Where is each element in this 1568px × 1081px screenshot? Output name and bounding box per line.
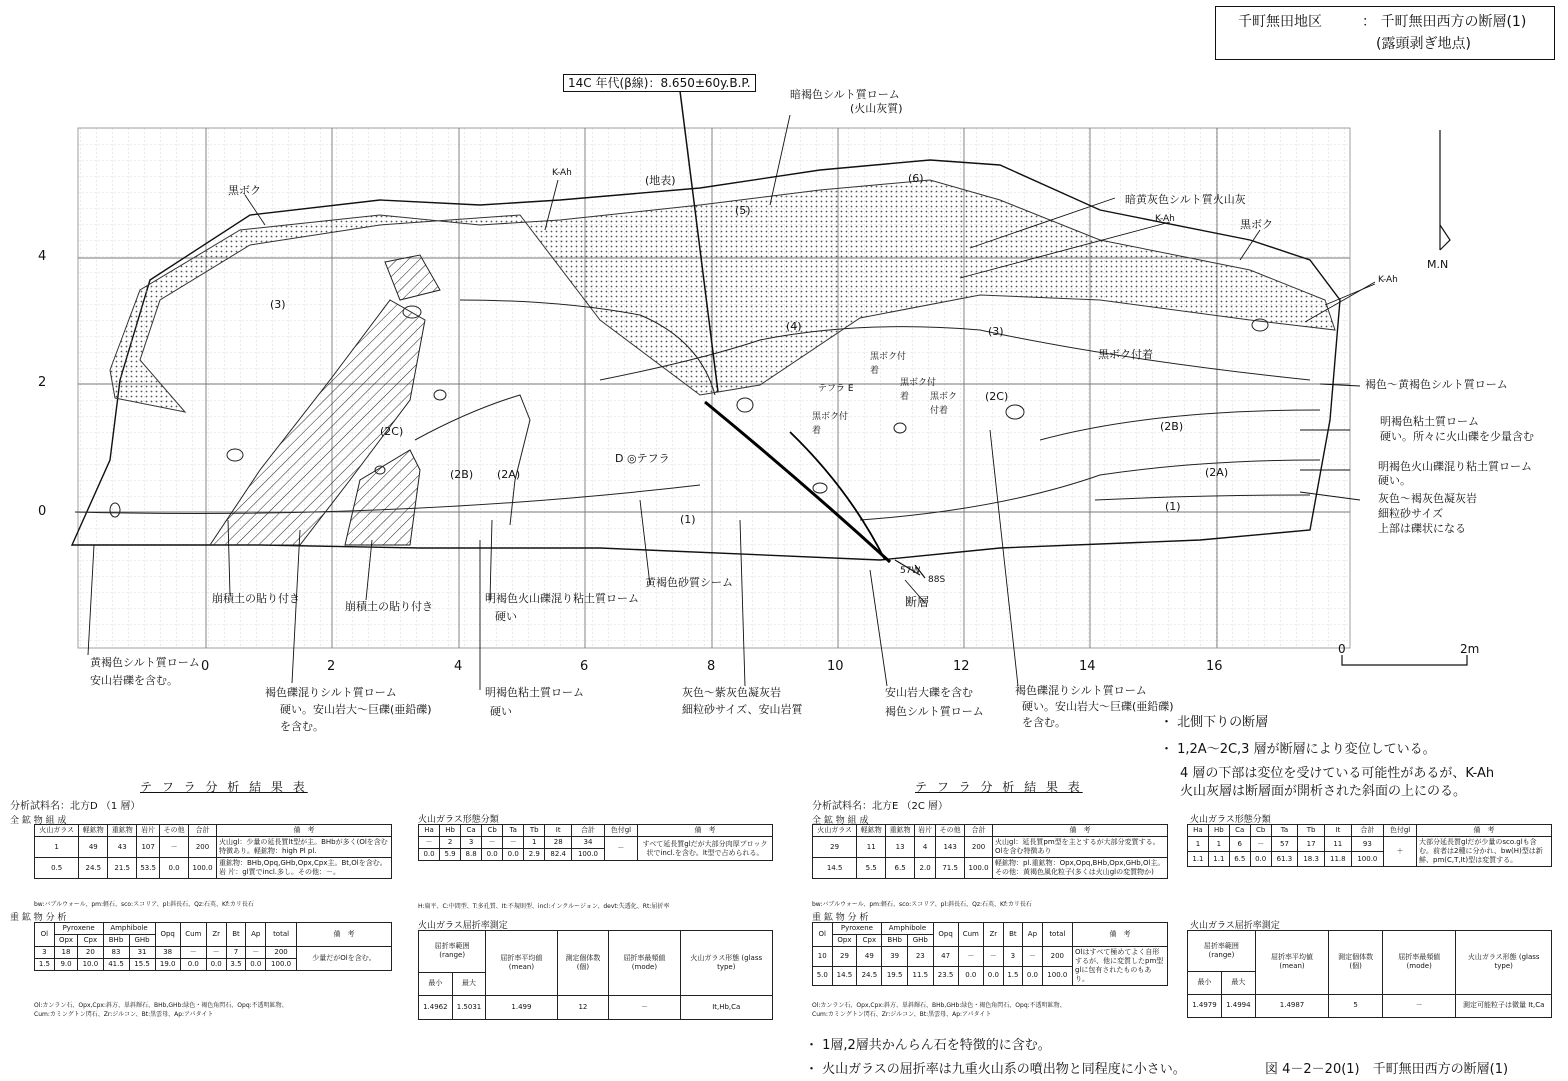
layer-4: (4) xyxy=(786,320,802,333)
layer-6: (6) xyxy=(908,172,924,185)
c14-date-box: 14C 年代(β線)：8.650±60y.B.P. xyxy=(563,74,756,92)
scale-0: 0 xyxy=(1338,642,1346,656)
y-tick-0: 0 xyxy=(38,504,47,519)
x-tick-16: 16 xyxy=(1206,659,1223,674)
label-bottom-8a: 灰色～紫灰色凝灰岩 xyxy=(682,686,781,699)
bottom-note-2: ・ 火山ガラスの屈折率は九重火山系の噴出物と同程度に小さい。 xyxy=(805,1062,1186,1077)
layer-1-left: (1) xyxy=(680,513,696,526)
t1-refractive-table: 屈折率範囲 (range) 屈折率平均値 (mean) 測定個体数 (個) 屈折率最頻値 (mode) 火山ガラス形態 (glass type) 最小 最大 1.4962 1.5031 1.499 12 － It,Hb,Ca xyxy=(418,930,773,1020)
y-tick-4: 4 xyxy=(38,249,47,264)
tephra-d: D ◎テフラ xyxy=(615,452,670,465)
label-colluvium-1: 崩積土の貼り付き xyxy=(212,592,300,605)
y-tick-2: 2 xyxy=(38,375,47,390)
t1-foot-3: H:扁平、C:中間型、T:多孔質、It:不規則型、incl:インクルージョン、devt:失透化、Rt:屈折率 xyxy=(418,903,670,910)
label-colluvium-2: 崩積土の貼り付き xyxy=(345,600,433,613)
layer-5: (5) xyxy=(735,204,751,217)
t2-foot-2a: Ol:カンラン石、Opx,Cpx:斜方、単斜輝石、BHb,GHb:緑色・褐色角閃石、Opq:不透明鉱物、 xyxy=(812,1002,1066,1009)
title-area: 千町無田地区 xyxy=(1238,14,1322,30)
x-tick-0: 0 xyxy=(201,659,210,674)
t2-foot-1: bw:バブルウォール、pm:軽石、sco:スコリア、pl:斜長石、Qz:石英、Kf:カリ長石 xyxy=(812,901,1032,908)
tephra-e: テフラ E xyxy=(818,384,854,394)
layer-2c-left: (2C) xyxy=(380,425,404,438)
label-dip: 88S xyxy=(928,575,946,585)
t2-heavy-table: Ol Pyroxene Amphibole Opq Cum Zr Bt Ap total 備 考 Opx Cpx BHb GHb 10 29 49 39 23 47 － － 3 － 200 Olはすべて極めてよく自形するが、他に変質したpm型glに包有されたものもあり。 5.0 14.5 24.5 19.5 11.5 23.5 0.0 0.0 1.5 0.0 100.0 xyxy=(812,922,1168,986)
layer-3-right: (3) xyxy=(988,325,1004,338)
label-kuroboku-attached-3: 黒ボク付着 xyxy=(900,378,937,402)
label-bottom-5a: 明褐色火山礫混り粘土質ローム xyxy=(485,592,639,605)
x-tick-6: 6 xyxy=(580,659,589,674)
layer-2a-left: (2A) xyxy=(497,468,521,481)
label-right-2a: 明褐色粘土質ローム xyxy=(1380,415,1479,428)
label-fault: 断層 xyxy=(905,595,930,609)
label-kah-1: K-Ah xyxy=(552,168,572,178)
layer-1-right: (1) xyxy=(1165,500,1181,513)
label-bottom-1a: 黄褐色シルト質ローム xyxy=(90,656,200,669)
x-tick-8: 8 xyxy=(707,659,716,674)
label-bottom-10a: 褐色礫混りシルト質ローム xyxy=(1015,684,1147,697)
x-tick-12: 12 xyxy=(953,659,970,674)
note-1: ・ 北側下りの断層 xyxy=(1160,715,1269,730)
label-volcanic-ash: (火山灰質) xyxy=(850,102,903,115)
label-bottom-8b: 細粒砂サイズ、安山岩質 xyxy=(682,703,803,716)
t1-foot-1: bw:バブルウォール、pm:軽石、sco:スコリア、pl:斜長石、Qz:石英、Kf:カリ長石 xyxy=(34,901,254,908)
label-right-3a: 明褐色火山礫混り粘土質ローム xyxy=(1378,460,1532,473)
label-sand-seam: 黄褐色砂質シーム xyxy=(645,576,733,589)
t1-foot-2b: Cum:カミングトン閃石、Zr:ジルコン、Bt:黒雲母、Ap:アパタイト xyxy=(34,1011,214,1018)
t1-mineral-table: 火山ガラス 軽鉱物 重鉱物 岩片 その他 合計 備 考 1 49 43 107 － 200 火山gl：少量の延長質lt型が主。BHbが多く(Olを含む特徴あり。軽鉱物：high Pl pl. 0.5 24.5 21.5 53.5 0.0 100.0 重鉱物：BHb,Opq,GHb,Opx,Cpx主。Bt,Olを含む。岩 片：gl質でincl.多し。その他：－。 xyxy=(34,824,392,879)
t1-glass-table: Ha Hb Ca Cb Ta Tb It 合計 色付gl 備 考 － 2 3 － － 1 28 34 － すべて延長質glだが大部分肉厚ブロック状でincl.を含む。lt型で占められる。 0.0 5.9 8.8 0.0 0.0 2.9 82.4 100.0 xyxy=(418,824,773,861)
t1-foot-2a: Ol:カンラン石、Opx,Cpx:斜方、単斜輝石、BHb,GHb:緑色・褐色角閃石、Opq:不透明鉱物、 xyxy=(34,1002,288,1009)
label-bottom-10b: 硬い。安山岩大～巨礫(亜鉛礫) xyxy=(1022,700,1174,713)
label-right-1: 褐色～黄褐色シルト質ローム xyxy=(1365,378,1508,391)
label-bottom-5b: 硬い xyxy=(495,610,517,623)
label-right-4b: 細粒砂サイズ xyxy=(1378,507,1444,520)
layer-2b-right: (2B) xyxy=(1160,420,1184,433)
label-kuroboku-attached-4: 黒ボク付着 xyxy=(930,392,958,416)
label-dark-brown-loam: 暗褐色シルト質ローム xyxy=(790,88,900,101)
north-label: M.N xyxy=(1427,258,1449,271)
t2-foot-2b: Cum:カミングトン閃石、Zr:ジルコン、Bt:黒雲母、Ap:アパタイト xyxy=(812,1011,992,1018)
label-bottom-1b: 安山岩礫を含む。 xyxy=(90,674,178,687)
note-4: 火山灰層は断層面が開析された斜面の上にのる。 xyxy=(1180,784,1467,799)
layer-2c-right: (2C) xyxy=(985,390,1009,403)
label-bottom-4b: 硬い。安山岩大～巨礫(亜鉛礫) xyxy=(280,703,432,716)
t2-glass-table: Ha Hb Ca Cb Ta Tb It 合計 色付gl 備 考 1 1 6 － 57 17 11 93 ＋ 大部分延長質glだが少量のsco.glも含む。前者は2種に分かれ、bw(H)型は新鮮、pm(C,T,It)型は変質する。 1.1 1.1 6.5 0.0 61.3 18.3 11.8 100.0 xyxy=(1187,824,1552,867)
label-bottom-6a: 明褐色粘土質ローム xyxy=(485,686,584,699)
bottom-note-1: ・ 1層,2層共かんらん石を特徴的に含む。 xyxy=(805,1038,1051,1053)
label-kuroboku-attached-5: 黒ボク付着 xyxy=(812,412,849,436)
t1-section-3: 火山ガラス形態分類 xyxy=(418,815,499,825)
t2-sample: 分析試料名：北方E （2C 層） xyxy=(812,801,949,812)
t2-mineral-table: 火山ガラス 軽鉱物 重鉱物 岩片 その他 合計 備 考 29 11 13 4 143 200 火山gl：延長質pm型を主とするが大部分変質する。Olを含む特徴あり 14.5 5.5 6.5 2.0 71.5 100.0 軽鉱物：pl.重鉱物：Opx,Opq,BHb,Opx,GHb,Ol主。その他：黄褐色風化粒子(多くは火山glの変質物か) xyxy=(812,824,1168,879)
figure-caption: 図 4－2－20(1) 千町無田西方の断層(1) xyxy=(1265,1062,1509,1077)
label-bottom-6b: 硬い xyxy=(490,705,512,718)
layer-3-left: (3) xyxy=(270,298,286,311)
t1-section-1: 全 鉱 物 組 成 xyxy=(10,816,67,826)
label-bottom-9b: 褐色シルト質ローム xyxy=(885,705,984,718)
t1-heavy-table: Ol Pyroxene Amphibole Opq Cum Zr Bt Ap total 備 考 Opx Cpx BHb GHb 3 18 20 83 31 38 － － 7 － 200 少量だがOlを含む。 1.5 9.0 10.0 41.5 15.5 19.0 0.0 0.0 3.5 0.0 100.0 xyxy=(34,922,392,971)
label-bottom-4a: 褐色礫混りシルト質ローム xyxy=(265,686,397,699)
label-kuroboku-right: 黒ボク xyxy=(1240,218,1273,231)
scale-bar xyxy=(1342,655,1467,665)
label-bottom-4c: を含む。 xyxy=(280,720,324,733)
title-name: ： 千町無田西方の断層(1) xyxy=(1362,14,1527,30)
note-2: ・ 1,2A～2C,3 層が断層により変位している。 xyxy=(1160,742,1436,757)
t2-section-4: 火山ガラス屈折率測定 xyxy=(1190,921,1280,931)
t1-section-4: 火山ガラス屈折率測定 xyxy=(418,921,508,931)
t1-sample: 分析試料名：北方D （1 層） xyxy=(10,801,141,812)
t2-section-2: 重 鉱 物 分 析 xyxy=(812,913,869,923)
label-right-4c: 上部は礫状になる xyxy=(1378,522,1466,535)
north-arrow-icon xyxy=(1440,130,1450,250)
label-kah-3: K-Ah xyxy=(1378,275,1398,285)
x-tick-2: 2 xyxy=(327,659,336,674)
title-sub: (露頭剥ぎ地点) xyxy=(1376,36,1471,52)
label-right-4a: 灰色～褐灰色凝灰岩 xyxy=(1378,492,1477,505)
label-right-3b: 硬い。 xyxy=(1378,474,1411,487)
x-tick-10: 10 xyxy=(827,659,844,674)
label-bottom-9a: 安山岩大礫を含む xyxy=(885,686,973,699)
label-kuroboku-attached-2: 黒ボク付着 xyxy=(870,352,907,376)
label-strike: 57W xyxy=(900,566,921,576)
t2-section-3: 火山ガラス形態分類 xyxy=(1190,815,1271,825)
label-kuroboku-attached-1: 黒ボク付着 xyxy=(1098,348,1153,361)
layer-2a-right: (2A) xyxy=(1205,466,1229,479)
t1-section-2: 重 鉱 物 分 析 xyxy=(10,913,67,923)
scale-2m: 2m xyxy=(1460,642,1480,656)
note-3: 4 層の下部は変位を受けている可能性があるが、K-Ah xyxy=(1180,766,1495,781)
label-kuroboku-left: 黒ボク xyxy=(228,184,261,197)
layer-surface: (地表) xyxy=(645,174,676,187)
t1-title: テ フ ラ 分 析 結 果 表 xyxy=(140,780,308,794)
x-tick-14: 14 xyxy=(1079,659,1096,674)
label-bottom-10c: を含む。 xyxy=(1022,716,1066,729)
t2-title: テ フ ラ 分 析 結 果 表 xyxy=(915,780,1083,794)
t2-refractive-table: 屈折率範囲 (range) 屈折率平均値 (mean) 測定個体数 (個) 屈折率最頻値 (mode) 火山ガラス形態 (glass type) 最小 最大 1.4979 1.4994 1.4987 5 － 測定可能粒子は微量 It,Ca xyxy=(1187,930,1552,1018)
layer-2b-left: (2B) xyxy=(450,468,474,481)
t2-section-1: 全 鉱 物 組 成 xyxy=(812,816,869,826)
x-tick-4: 4 xyxy=(454,659,463,674)
label-right-2b: 硬い。所々に火山礫を少量含む xyxy=(1380,430,1534,443)
label-dark-yellow-ash: 暗黄灰色シルト質火山灰 xyxy=(1125,193,1246,206)
label-kah-2: K-Ah xyxy=(1155,214,1175,224)
